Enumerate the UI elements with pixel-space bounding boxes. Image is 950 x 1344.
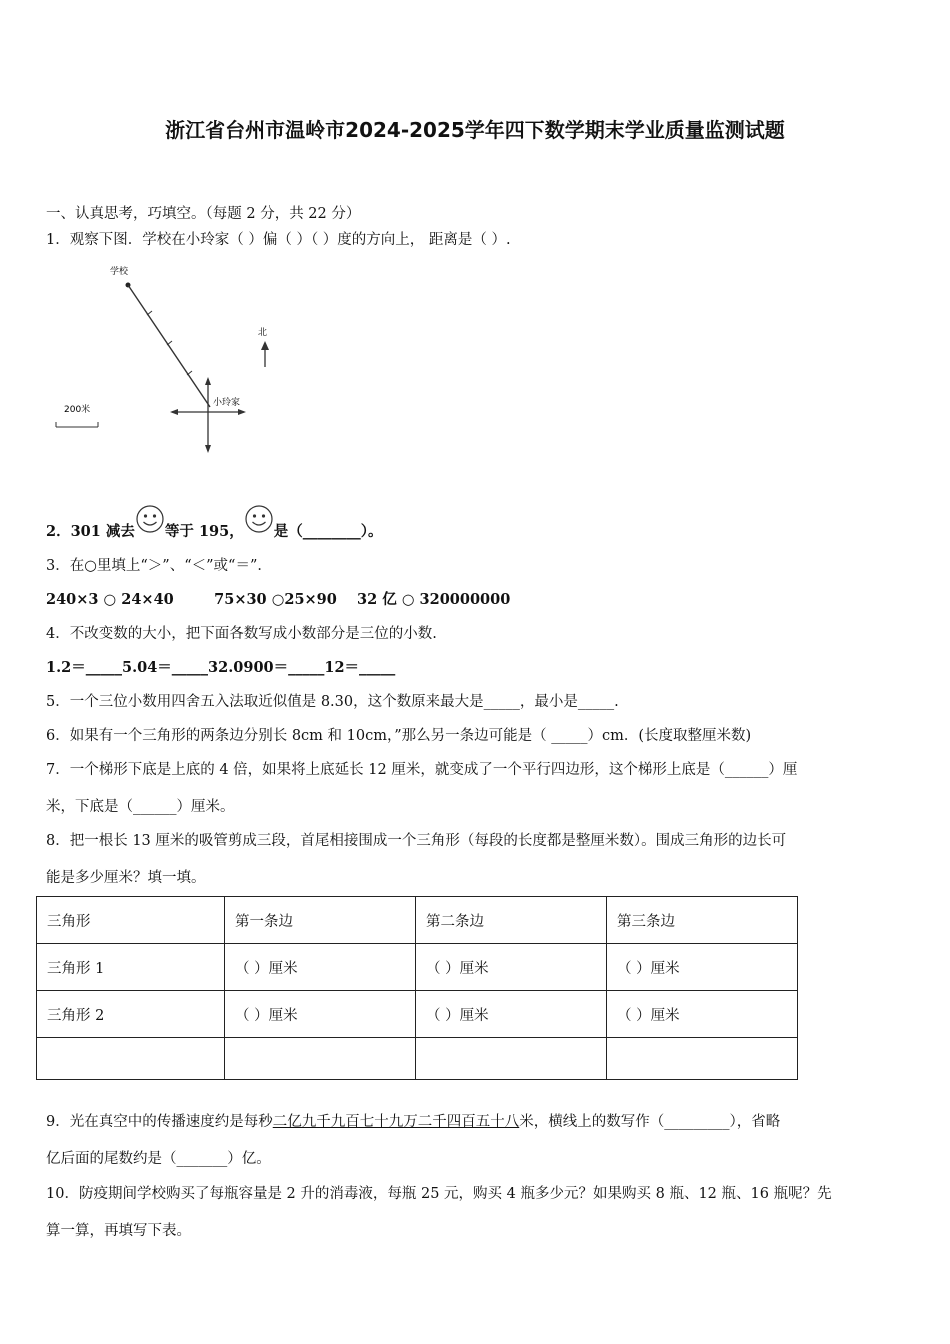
home-label: 小玲家 (213, 398, 241, 408)
table-cell: （ ）厘米 (607, 944, 798, 991)
table-row (37, 944, 798, 991)
table-row (37, 991, 798, 1038)
table-cell: （ ）厘米 (225, 991, 416, 1038)
smiley-face-icon (244, 504, 274, 534)
question-7-line2: 米，下底是（______）厘米。 (46, 799, 235, 815)
arrow-left-icon (170, 409, 178, 415)
table-cell (225, 1038, 416, 1080)
table-cell: 三角形 1 (37, 944, 225, 991)
question-10-line2: 算一算，再填写下表。 (46, 1223, 191, 1239)
school-label: 学校 (110, 267, 129, 277)
arrow-down-icon (205, 445, 211, 453)
question-8-line1: 8．把一根长 13 厘米的吸管剪成三段，首尾相接围成一个三角形（每段的长度都是整厘米数）。围成三角形的边长可 (46, 833, 787, 849)
question-5: 5．一个三位小数用四舍五入法取近似值是 8.30，这个数原来最大是_____，最小是_____. (46, 694, 619, 710)
question-8-line2: 能是多少厘米？填一填。 (46, 870, 206, 886)
question-4: 4．不改变数的大小，把下面各数写成小数部分是三位的小数. (46, 626, 437, 642)
question-2-part1: 2．301 减去 (46, 523, 135, 540)
table-header-cell: 第一条边 (225, 897, 416, 944)
question-2-part2: 等于 195， (164, 523, 244, 540)
table-header-cell: 第三条边 (607, 897, 798, 944)
question-4-items: 1.2＝_____5.04＝_____32.0900＝_____12＝_____ (46, 659, 396, 676)
arrow-right-icon (238, 409, 246, 415)
tick-mark (147, 311, 152, 315)
question-9-line2: 亿后面的尾数约是（_______）亿。 (46, 1151, 271, 1167)
table-header-row (37, 897, 798, 944)
question-9-line1 (46, 1110, 780, 1131)
question-3: 3．在○里填上“＞”、“＜”或“＝”． (46, 558, 272, 574)
direction-diagram (40, 255, 280, 465)
table-cell: （ ）厘米 (416, 991, 607, 1038)
question-9-text-a: 9．光在真空中的传播速度约是每秒 (46, 1114, 273, 1130)
scale-label: 200米 (64, 405, 91, 415)
question-9-underlined-number: 二亿九千九百七十九万二千四百五十八 (272, 1114, 520, 1130)
table-cell (607, 1038, 798, 1080)
table-row-empty (37, 1038, 798, 1080)
direction-line (128, 285, 210, 407)
table-cell: （ ）厘米 (225, 944, 416, 991)
question-2-part3: 是（________）。 (273, 523, 383, 540)
table-header-cell: 三角形 (37, 897, 225, 944)
question-9-text-b: 米，横线上的数写作（_________），省略 (519, 1114, 781, 1130)
arrow-up-icon (205, 377, 211, 385)
question-1: 1．观察下图．学校在小玲家（ ）偏（ ）（ ）度的方向上， 距离是（ ）. (46, 232, 511, 248)
table-cell: 三角形 2 (37, 991, 225, 1038)
question-3-items: 240×3 ○ 24×40 75×30 ○25×90 32 亿 ○ 320000000 (46, 591, 511, 608)
table-header-cell: 第二条边 (416, 897, 607, 944)
north-arrow-icon (261, 341, 269, 350)
question-7-line1: 7．一个梯形下底是上底的 4 倍，如果将上底延长 12 厘米，就变成了一个平行四边形，这个梯形上底是（______）厘 (46, 762, 798, 778)
north-label: 北 (258, 328, 268, 338)
page-title: 浙江省台州市温岭市2024-2025学年四下数学期末学业质量监测试题 (165, 118, 785, 142)
question-2 (46, 504, 382, 541)
question-6: 6．如果有一个三角形的两条边分别长 8cm 和 10cm，”那么另一条边可能是（ _____）cm．(长度取整厘米数) (46, 728, 752, 744)
table-cell (37, 1038, 225, 1080)
table-cell: （ ）厘米 (607, 991, 798, 1038)
triangle-table (36, 896, 798, 1080)
smiley-face-icon (135, 504, 165, 534)
question-10-line1: 10．防疫期间学校购买了每瓶容量是 2 升的消毒液，每瓶 25 元，购买 4 瓶多少元？如果购买 8 瓶、12 瓶、16 瓶呢？先 (46, 1186, 832, 1202)
table-cell (416, 1038, 607, 1080)
section-heading: 一、认真思考，巧填空。（每题 2 分，共 22 分） (46, 206, 361, 222)
table-cell: （ ）厘米 (416, 944, 607, 991)
